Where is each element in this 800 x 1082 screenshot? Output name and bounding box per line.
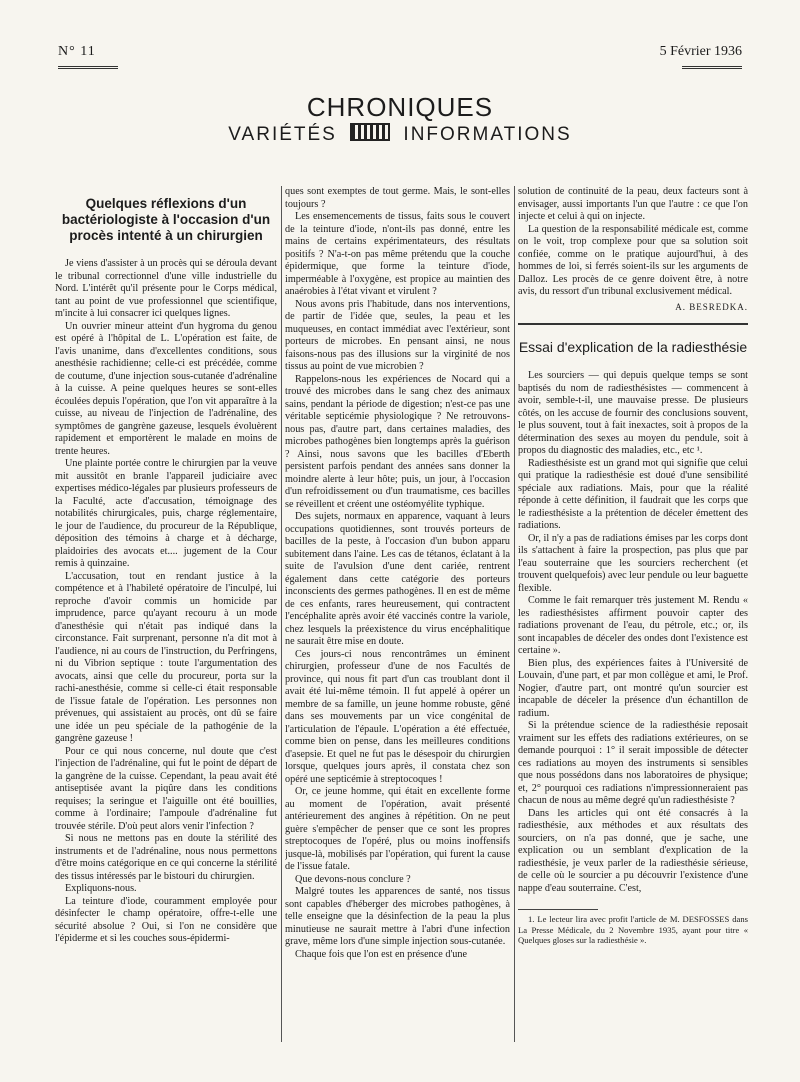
paragraph: solution de continuité de la peau, deux facteurs sont à envisager, aussi importants l'un que l'autre : ce que l'on injecte et celui à qui on injecte. bbox=[518, 186, 748, 222]
paragraph: Pour ce qui nous concerne, nul doute que c'est l'injection de l'adrénaline, qui fut le point de départ de la gangrène de la cuisse. Cependant, la peau avait été antiseptisée avant la piqûre dans les conditions requises; la seringue et l'aiguille ont été bouillies, comme à l'ordinaire; l'ampoule d'adrénaline fut trouvée stérile. D'où peut alors venir l'infection ? bbox=[55, 745, 277, 832]
column-2 bbox=[285, 186, 510, 1042]
page-header bbox=[58, 38, 742, 68]
paragraph: La teinture d'iode, couramment employée pour désinfecter le champ opératoire, offre-t-elle une sécurité absolue ? Oui, si l'on ne considère que l'épiderme et si les couches sous-épidermi- bbox=[55, 895, 277, 944]
article-separator bbox=[518, 323, 748, 325]
paragraph: Si la prétendue science de la radiesthésie reposait vraiment sur les effets des radiations extérieures, on se demande pourquoi : 1° il serait impossible de détecter ces radiations au moyen des instruments si sensibles que nous possédons dans nos laboratoires de physique; et, 2° pourquoi ces radiations n'impressionneraient pas chacun de nous au même degré qu'un radiesthésiste ? bbox=[518, 720, 748, 806]
column-1 bbox=[55, 186, 277, 1042]
masthead-informations: INFORMATIONS bbox=[403, 124, 572, 145]
paragraph: Que devons-nous conclure ? bbox=[295, 873, 411, 885]
paragraph: Expliquons-nous. bbox=[65, 883, 137, 894]
article-title: Quelques réflexions d'un bactériologiste à l'occasion d'un procès intenté à un chirurgien bbox=[61, 196, 271, 243]
issue-number: N° 11 bbox=[58, 44, 96, 59]
article-title: Essai d'explication de la radiesthésie bbox=[518, 339, 748, 355]
ornament-icon bbox=[350, 123, 390, 141]
paragraph: Dans les articles qui ont été consacrés à la radiesthésie, aux méthodes et aux résultats des sourciers, on n'a pas donné, que je sache, une explication ou un semblant d'explication de la radiesthésie, je veux parler de la radiesthésie sérieuse, de celle où le sourcier a pu découvrir l'existence d'une nappe d'eau souterraine. C'est, bbox=[518, 807, 748, 894]
paragraph: Ces jours-ci nous rencontrâmes un éminent chirurgien, professeur d'une de nos Facultés de province, qui nous fit part d'un cas troublant dont il avait été lui-même témoin. Il fut appelé à opérer un membre de sa famille, un jeune homme robuste, gêné dans ses mouvements par un vice congénital de l'articulation de l'épaule. L'opération a été effectuée, comme bien on pense, dans les meilleures conditions d'asepsie. Et quel ne fut pas le désespoir du chirurgien lorsque, quelques jours après, il constata chez son opéré une septicémie à streptocoques ! bbox=[285, 648, 510, 785]
issue-date: 5 Février 1936 bbox=[659, 44, 742, 59]
paragraph: Les ensemencements de tissus, faits sous le couvert de la teinture d'iode, n'ont-ils pas donné, entre les mains de certains expérimentateurs, des résultats positifs ? N'a-t-on pas même prétendu que la couche épidermique, que forme la teinture d'iode, imperméable à l'oxygène, est propice au maintien des anaérobies à l'état vivant et virulent ? bbox=[285, 211, 510, 297]
footnote-rule bbox=[518, 909, 598, 910]
header-rule-left bbox=[58, 66, 118, 69]
paragraph: Comme le fait remarquer très justement M. Rendu « les radiesthésistes affirment pouvoir capter des radiations provenant de l'eau, du pétrole, etc.; or, ils sont incapables de déceler des ondes dont l'existence est certaine ». bbox=[518, 595, 748, 656]
column-divider-1 bbox=[281, 186, 282, 1042]
paragraph: Nous avons pris l'habitude, dans nos interventions, de partir de l'idée que, seules, la peau et les muqueuses, en contact immédiat avec l'extérieur, sont porteurs de microbes. En pensant ainsi, ne nous faisons-nous pas des illusions sur la virginité de nos tissus au point de vue microbien ? bbox=[285, 298, 510, 372]
paragraph: Chaque fois que l'on est en présence d'une bbox=[295, 948, 467, 960]
paragraph: Des sujets, normaux en apparence, vaquant à leurs occupations quotidiennes, sont trouvés porteurs de bacilles de la peste, à l'occasion d'un bubon apparu subitement dans l'aine. Les cas de tétanos, éclatant à la suite de l'avulsion d'une dent cariée, rentrent également dans cette catégorie des porteurs inconscients des germes pathogènes. Il en est de même de ces enfants, rares heureusement, qui contractent l'encéphalite après avoir été vaccinés contre la variole, chez lesquels la préexistence du virus encéphalitique ne saurait être mise en doute. bbox=[285, 511, 510, 647]
article-signature: A. BESREDKA. bbox=[675, 301, 748, 312]
paragraph: Malgré toutes les apparences de santé, nos tissus sont capables d'héberger des microbes pathogènes, à telle enseigne que la désinfection de la peau la plus minutieuse ne saurait mettre à l'abri d'une infection grave, même lors d'une simple injection sous-cutanée. bbox=[285, 886, 510, 947]
header-rule-right bbox=[682, 66, 742, 69]
paragraph: Si nous ne mettons pas en doute la stérilité des instruments et de l'adrénaline, nous nous permettons d'être moins catégorique en ce qui concerne la stérilité des tissus intéressés par le bistouri du chirurgien. bbox=[55, 833, 277, 882]
footnote: 1. Le lecteur lira avec profit l'article de M. DESFOSSES dans La Presse Médicale, du 2 Novembre 1935, ayant pour titre « Quelques gloses sur la radiesthésie ». bbox=[518, 914, 748, 945]
paragraph: Or, il n'y a pas de radiations émises par les corps dont ils s'attachent à faire la prospection, pas plus que par l'eau souterraine que les sourciers recherchent (et trouvent quelquefois) avec leur pendule ou leur baguette flexible. bbox=[518, 532, 748, 594]
paragraph: Radiesthésiste est un grand mot qui signifie que celui qui pratique la radiesthésie est doué d'une sensibilité spéciale aux radiations. Mais, pour que la réalité réponde à cette définition, il faudrait que les corps que le radiesthésiste a la prétention de déceler émettent des radiations. bbox=[518, 457, 748, 531]
column-3 bbox=[518, 186, 748, 1042]
masthead bbox=[0, 92, 800, 148]
paragraph: Une plainte portée contre le chirurgien par la veuve mit aussitôt en branle l'appareil judiciaire avec expertises médico-légales par plusieurs professeurs de la Faculté, acte d'accusation, témoignage des notabilités chirurgicales, puis, charge réglementaire, le jour de l'audience, du procureur de la République, déposition des témoins à charge et à décharge, plaidoiries des avocats et.... jugement de la Cour remis à quinzaine. bbox=[55, 458, 277, 569]
masthead-varietes: VARIÉTÉS bbox=[228, 124, 337, 145]
paragraph: L'accusation, tout en rendant justice à la compétence et à l'habileté opératoire de l'inculpé, lui reproche d'avoir commis un homicide par imprudence, parce qu'ayant recouru à un mode d'anesthésie qui n'était pas indiqué dans la circonstance. Fait surprenant, personne n'a dit mot à l'audience, ni au cours de l'instruction, du Perfringens, ni du Vibrion septique : toute l'argumentation des avocats, ainsi que celle du procureur, porta sur la rachi-anesthésie, comme si celle-ci était responsable de l'issue fatale de l'opération. Les personnes non prévenues, qui assistaient au procès, ont dû se faire une idée un peu spéciale de la pathogénie de la gangrène gazeuse ! bbox=[55, 570, 277, 744]
paragraph: Les sourciers — qui depuis quelque temps se sont baptisés du nom de radiesthésistes — commencent à avoir, semble-t-il, une mauvaise presse. De plusieurs côtés, on les accuse de fournir des conclusions souvent, le plus souvent, tout à fait inexactes, soit à propos de la détermination des sexes au moyen du pendule, soit à propos du diagnostic des maladies, etc., etc ¹. bbox=[518, 370, 748, 456]
column-divider-2 bbox=[514, 186, 515, 1042]
paragraph: Or, ce jeune homme, qui était en excellente forme au moment de l'opération, avait présenté antérieurement des angines à répétition. On ne peut guère s'empêcher de penser que ce sont les propres streptocoques de l'opéré, plus ou moins inoffensifs jusque-là, mobilisés par l'opération, qui furent la cause de l'issue fatale. bbox=[285, 786, 510, 872]
paragraph: Rappelons-nous les expériences de Nocard qui a trouvé des microbes dans le sang chez des animaux sains, pendant la période de digestion; n'est-ce pas une véritable septicémie physiologique ? Ne retrouvons-nous pas, d'autre part, dans certaines maladies, des microbes pathogènes bien longtemps après la guérison ? Ainsi, nous savons que les bacilles d'Eberth persistent parfois pendant des années sans donner la moindre alerte à leur hôte; puis, un jour, à l'occasion d'un refroidissement ou d'un traumatisme, ces bacilles se réveillent et créent une ostéomyélite typhique. bbox=[285, 373, 510, 510]
paragraph: ques sont exemptes de tout germe. Mais, le sont-elles toujours ? bbox=[285, 186, 510, 210]
paragraph: La question de la responsabilité médicale est, comme on le voit, trop complexe pour que sa solution soit confiée, comme on le pratique aujourd'hui, à des hommes de loi, si ferrés soient-ils sur les arguments de Dalloz. Les procès de ce genre doivent être, à notre avis, du ressort d'un tribunal exclusivement médical. bbox=[518, 223, 748, 297]
masthead-subtitle bbox=[0, 122, 800, 148]
masthead-title: CHRONIQUES bbox=[306, 92, 494, 122]
paragraph: Bien plus, des expériences faites à l'Université de Louvain, d'une part, et par mon collègue et ami, le Prof. Nogier, d'autre part, ont montré qu'un sourcier est incapable de déceler la présence d'un échantillon de radium. bbox=[518, 657, 748, 719]
paragraph: Un ouvrier mineur atteint d'un hygroma du genou est opéré à l'hôpital de L. L'opération est faite, de l'avis unanime, dans d'excellentes conditions, sous anesthésie rachidienne; celle-ci est précédée, comme de coutume, d'une injection sous-cutanée d'adrénaline à la cuisse. A peine quelques heures se sont-elles écoulées depuis l'opération, que l'on vit apparaître à la cuisse, au niveau de l'injection de l'adrénaline, des symptômes de gangrène gazeuse, lesquels évoluèrent rapidement et emportèrent le malade en moins de trente heures. bbox=[55, 320, 277, 457]
paragraph: Je viens d'assister à un procès qui se déroula devant le tribunal correctionnel d'une ville industrielle du Nord. L'intérêt qu'il présente pour le Corps médical, tant au point de vue professionnel que scientifique, m'incite à lui consacrer ici quelques lignes. bbox=[55, 258, 277, 319]
